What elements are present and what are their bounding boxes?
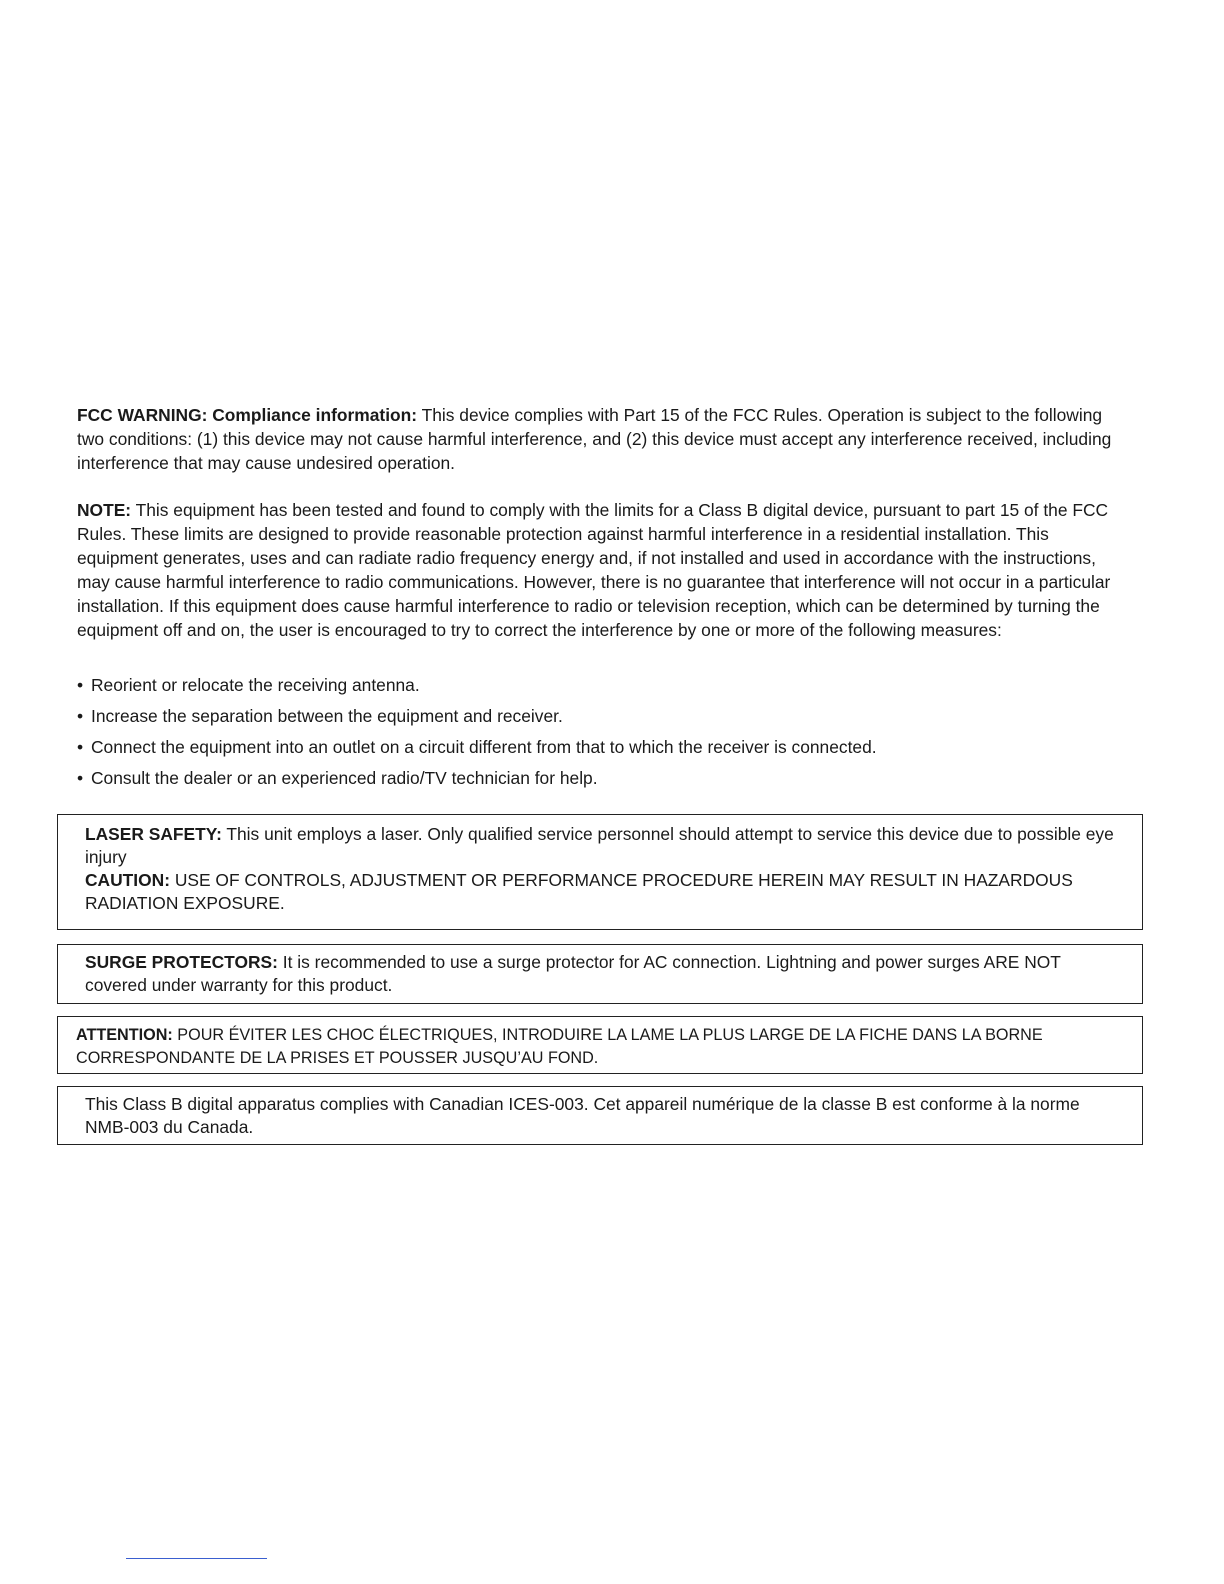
attention-text: POUR ÉVITER LES CHOC ÉLECTRIQUES, INTRODUIRE LA LAME LA PLUS LARGE DE LA FICHE DANS LA BORNE CORRESPONDANTE DE LA PRISES ET POUSSER JUSQU’AU FOND.: [76, 1026, 1043, 1067]
list-item-text: Reorient or relocate the receiving antenna.: [91, 675, 420, 695]
note-label: NOTE:: [77, 500, 132, 520]
bullet-icon: •: [77, 675, 84, 695]
caution-text: USE OF CONTROLS, ADJUSTMENT OR PERFORMANCE PROCEDURE HEREIN MAY RESULT IN HAZARDOUS RADIATION EXPOSURE.: [85, 870, 1073, 913]
list-item: [77, 673, 1137, 697]
surge-protectors-label: SURGE PROTECTORS:: [85, 952, 278, 972]
surge-protectors-content: [85, 951, 1118, 997]
note-text: This equipment has been tested and found to comply with the limits for a Class B digital device, pursuant to part 15 of the FCC Rules. These limits are designed to provide reasonable protection against harmful interference in a residential installation. This equipment generates, uses and can radiate radio frequency energy and, if not installed and used in accordance with the instructions, may cause harmful interference to radio communications. However, there is no guarantee that interference will not occur in a particular installation. If this equipment does cause harmful interference to radio or television reception, which can be determined by turning the equipment off and on, the user is encouraged to try to correct the interference by one or more of the following measures:: [77, 500, 1111, 640]
bullet-icon: •: [77, 706, 84, 726]
footer-divider: [126, 1558, 267, 1559]
laser-safety-paragraph: [85, 823, 1118, 869]
fcc-warning-paragraph: [77, 403, 1127, 475]
list-item: [77, 735, 1137, 759]
bullet-icon: •: [77, 768, 84, 788]
list-item-text: Increase the separation between the equipment and receiver.: [91, 706, 563, 726]
attention-content: [76, 1024, 1118, 1070]
attention-box: [57, 1016, 1143, 1074]
caution-paragraph: [85, 869, 1118, 915]
list-item-text: Connect the equipment into an outlet on a circuit different from that to which the receiver is connected.: [91, 737, 877, 757]
laser-safety-label: LASER SAFETY:: [85, 824, 222, 844]
fcc-warning-label: FCC WARNING: Compliance information:: [77, 405, 418, 425]
laser-safety-box: [57, 814, 1143, 930]
bullet-icon: •: [77, 737, 84, 757]
surge-protectors-text: It is recommended to use a surge protector for AC connection. Lightning and power surges ARE NOT covered under warranty for this product.: [85, 952, 1061, 995]
fcc-warning-text: This device complies with Part 15 of the FCC Rules. Operation is subject to the following two conditions: (1) this device may not cause harmful interference, and (2) this device must accept any interference received, including interference that may cause undesired operation.: [77, 405, 1112, 473]
canada-compliance-text: This Class B digital apparatus complies with Canadian ICES-003. Cet appareil numérique de la classe B est conforme à la norme NMB-003 du Canada.: [85, 1094, 1080, 1137]
list-item-text: Consult the dealer or an experienced radio/TV technician for help.: [91, 768, 598, 788]
note-paragraph: [77, 498, 1127, 642]
laser-safety-text: This unit employs a laser. Only qualified service personnel should attempt to service this device due to possible eye injury: [85, 824, 1114, 867]
laser-safety-content: [85, 823, 1118, 915]
list-item: [77, 766, 1137, 790]
attention-label: ATTENTION:: [76, 1026, 173, 1044]
caution-label: CAUTION:: [85, 870, 171, 890]
list-item: [77, 704, 1137, 728]
surge-protectors-box: [57, 944, 1143, 1004]
canada-compliance-box: [57, 1086, 1143, 1145]
